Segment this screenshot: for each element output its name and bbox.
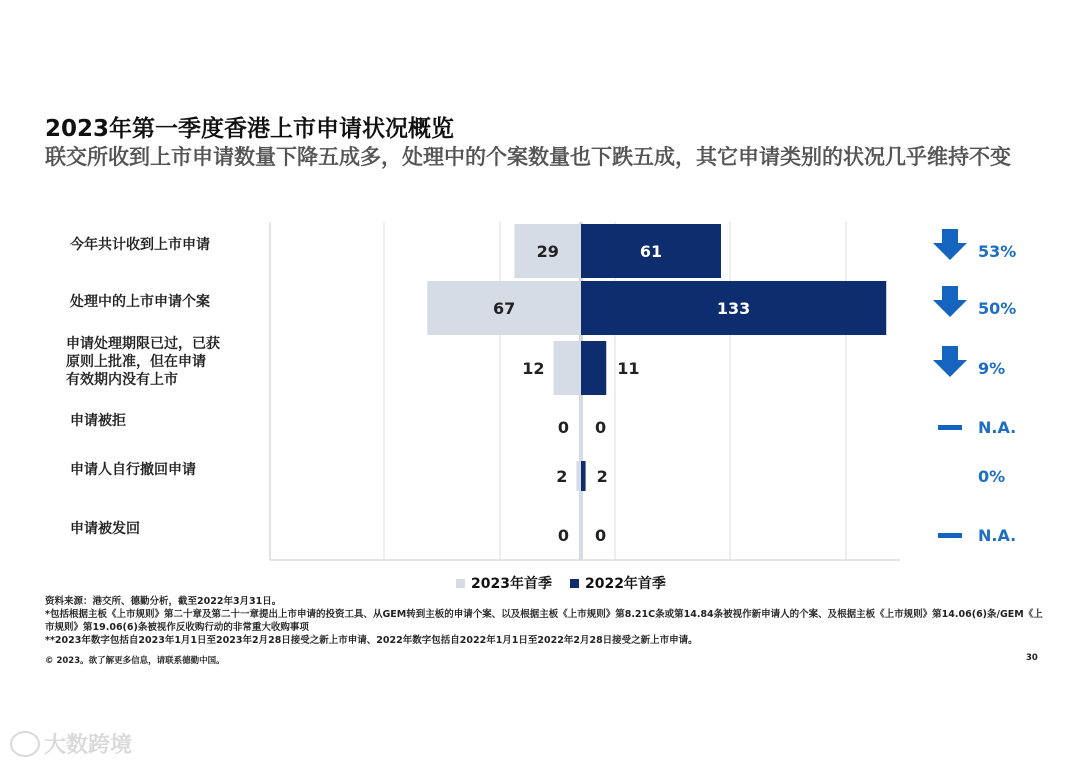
value-label-2022-1: 133 [716, 299, 751, 318]
value-label-2022-5: 0 [595, 526, 607, 545]
page-subtitle: 联交所收到上市申请数量下降五成多，处理中的个案数量也下跌五成，其它申请类别的状况几乎维持不变 [45, 145, 1011, 169]
copyright-text: © 2023。欲了解更多信息，请联系德勤中国。 [45, 656, 225, 666]
footnote-2: **2023年数字包括自2023年1月1日至2023年2月28日接受之新上市申请、2022年数字包括自2022年1月1日至2022年2月28日接受之新上市申请。 [45, 635, 698, 646]
down-arrow-icon-2 [933, 346, 967, 377]
down-arrow-icon-1 [933, 286, 967, 317]
footnote-1: *包括根据主板《上市规则》第二十章及第二十一章提出上市申请的投资工具、从GEM转到主板的申请个案、以及根据主板《上市规则》第8.21C条或第14.84条被视作新申请人的个案、及根据主板《上市规则》第14.06(6)条/GEM《上市规则》第19.06(6)条被视作反收购行动的非常重大收购事项 [45, 609, 1043, 633]
value-label-2023-3: 0 [557, 418, 569, 437]
value-label-2022-4: 2 [596, 467, 608, 486]
value-label-2022-0: 61 [639, 242, 663, 261]
legend-item-2022 [570, 573, 666, 593]
source-note: 资料来源：港交所、德勤分析，截至2022年3月31日。 [45, 596, 282, 607]
category-label-3: 申请被拒 [70, 413, 126, 429]
category-label-0: 今年共计收到上市申请 [70, 237, 210, 253]
value-label-2023-5: 0 [557, 526, 569, 545]
change-label-5: N.A. [978, 526, 1017, 545]
value-label-2023-2: 12 [522, 359, 545, 378]
value-label-2023-4: 2 [556, 467, 568, 486]
bar-2022-4 [581, 461, 586, 491]
value-label-2022-2: 11 [617, 359, 640, 378]
watermark [10, 728, 132, 759]
legend-swatch-2022 [570, 579, 579, 588]
page-number: 30 [1026, 653, 1038, 663]
change-label-1: 50% [978, 299, 1017, 318]
dash-icon-3 [938, 425, 962, 430]
change-label-4: 0% [978, 467, 1006, 486]
footnotes [45, 595, 1045, 647]
chart-legend [456, 573, 666, 593]
category-label-2: 申请处理期限已过，已获 原则上批准，但在申请 有效期内没有上市 [66, 336, 220, 388]
value-label-2023-0: 29 [536, 242, 559, 261]
dash-icon-5 [938, 533, 962, 538]
category-label-5: 申请被发回 [70, 521, 140, 537]
legend-item-2023 [456, 573, 552, 593]
change-label-2: 9% [978, 359, 1006, 378]
value-label-2023-1: 67 [492, 299, 516, 318]
change-label-0: 53% [978, 242, 1017, 261]
bar-2023-2 [553, 341, 581, 395]
bar-2022-2 [581, 341, 606, 395]
down-arrow-icon-0 [933, 229, 967, 260]
legend-label-2023: 2023年首季 [471, 576, 552, 592]
bar-2023-4 [576, 461, 581, 491]
legend-label-2022: 2022年首季 [584, 576, 666, 592]
category-label-4: 申请人自行撤回申请 [70, 462, 196, 478]
category-label-1: 处理中的上市申请个案 [70, 294, 210, 310]
page-title: 2023年第一季度香港上市申请状况概览 [45, 116, 455, 142]
change-label-3: N.A. [978, 418, 1017, 437]
watermark-logo-icon [10, 731, 40, 757]
value-label-2022-3: 0 [595, 418, 607, 437]
watermark-text: 大数跨境 [44, 733, 133, 758]
legend-swatch-2023 [456, 579, 465, 588]
